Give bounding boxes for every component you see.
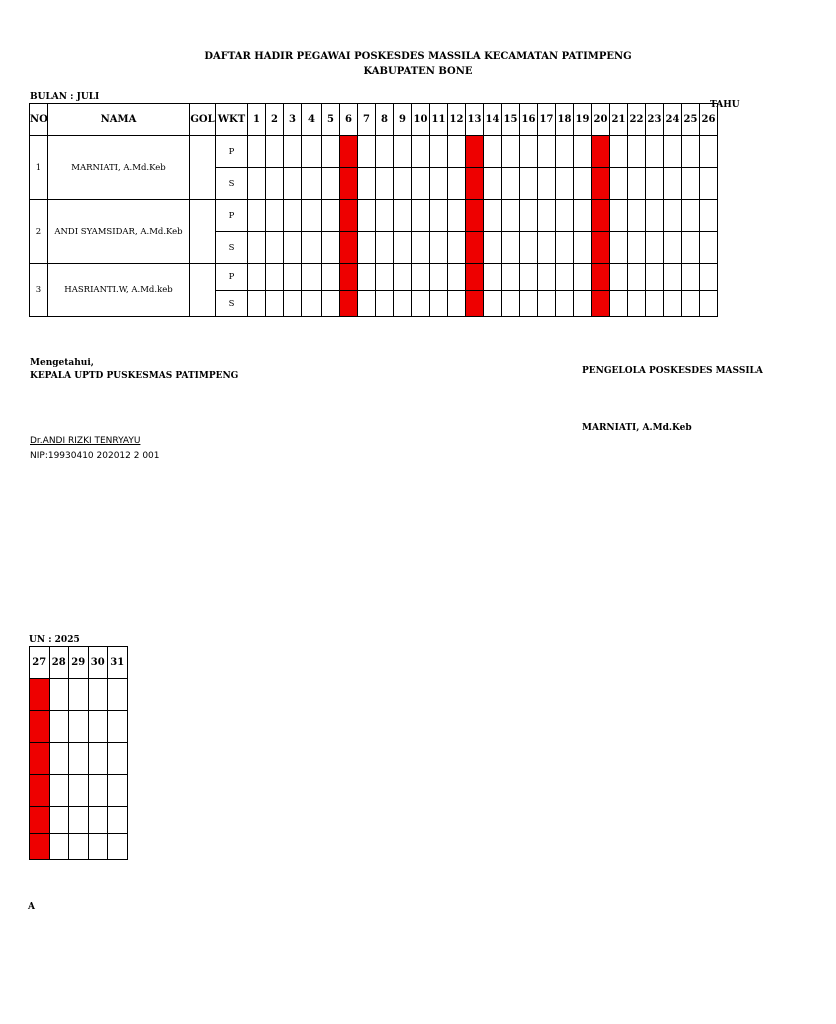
attendance-cell (302, 264, 322, 291)
holiday-cell (340, 136, 358, 168)
attendance-cell (88, 775, 108, 807)
col-header-day-14: 14 (484, 104, 502, 136)
holiday-cell (466, 168, 484, 200)
employee-name: ANDI SYAMSIDAR, A.Md.Keb (48, 200, 190, 264)
holiday-cell (592, 264, 610, 291)
acknowledged-label: Mengetahui, (30, 358, 94, 368)
attendance-cell (108, 775, 128, 807)
holiday-cell (592, 291, 610, 317)
holiday-cell (466, 291, 484, 317)
attendance-cell (520, 168, 538, 200)
attendance-cell (430, 200, 448, 232)
attendance-cell (322, 136, 340, 168)
col-header-day-15: 15 (502, 104, 520, 136)
attendance-cell (49, 775, 69, 807)
attendance-cell (284, 264, 302, 291)
col-header-day-24: 24 (664, 104, 682, 136)
attendance-cell (628, 168, 646, 200)
attendance-cell (394, 264, 412, 291)
col-header-wkt: WKT (216, 104, 248, 136)
attendance-cell (49, 743, 69, 775)
col-header-day-26: 26 (700, 104, 718, 136)
col-header-day-21: 21 (610, 104, 628, 136)
attendance-cell (322, 291, 340, 317)
attendance-cell (358, 291, 376, 317)
col-header-day-11: 11 (430, 104, 448, 136)
attendance-cell (394, 168, 412, 200)
year-label-fragment: TAHU (710, 100, 740, 110)
attendance-cell (448, 136, 466, 168)
attendance-cell (700, 264, 718, 291)
attendance-cell (556, 291, 574, 317)
attendance-cell (484, 232, 502, 264)
attendance-cell (646, 136, 664, 168)
col-header-day-4: 4 (302, 104, 322, 136)
attendance-cell (108, 711, 128, 743)
attendance-cell (88, 711, 108, 743)
attendance-cell (682, 291, 700, 317)
attendance-cell (108, 834, 128, 860)
col-header-day-23: 23 (646, 104, 664, 136)
attendance-cell (88, 679, 108, 711)
table-row (30, 775, 128, 807)
attendance-cell (284, 168, 302, 200)
attendance-cell (610, 264, 628, 291)
attendance-cell (302, 168, 322, 200)
holiday-cell (30, 807, 50, 834)
col-header-day-19: 19 (574, 104, 592, 136)
attendance-cell (610, 291, 628, 317)
attendance-cell (248, 200, 266, 232)
attendance-cell (49, 834, 69, 860)
attendance-cell (610, 200, 628, 232)
attendance-cell (284, 291, 302, 317)
attendance-cell (266, 264, 284, 291)
attendance-cell (700, 232, 718, 264)
attendance-cell (700, 168, 718, 200)
col-header-day-13: 13 (466, 104, 484, 136)
attendance-cell (322, 232, 340, 264)
attendance-cell (266, 136, 284, 168)
attendance-cell (520, 136, 538, 168)
table-row (30, 834, 128, 860)
attendance-cell (69, 834, 89, 860)
attendance-cell (682, 264, 700, 291)
attendance-cell (574, 264, 592, 291)
document-subtitle: KABUPATEN BONE (363, 66, 473, 77)
month-label: BULAN : JULI (30, 92, 100, 102)
attendance-cell (284, 200, 302, 232)
holiday-cell (466, 232, 484, 264)
employee-grade (190, 264, 216, 317)
attendance-cell (248, 136, 266, 168)
attendance-cell (394, 291, 412, 317)
attendance-cell (664, 136, 682, 168)
col-header-day-20: 20 (592, 104, 610, 136)
attendance-cell (376, 200, 394, 232)
attendance-cell (248, 168, 266, 200)
attendance-cell (69, 743, 89, 775)
manager-title: PENGELOLA POSKESDES MASSILA (582, 366, 763, 376)
attendance-cell (358, 232, 376, 264)
col-header-day-17: 17 (538, 104, 556, 136)
manager-title-clip (582, 358, 763, 377)
attendance-cell (88, 834, 108, 860)
attendance-cell (412, 264, 430, 291)
shift-label: P (216, 136, 248, 168)
attendance-cell (448, 291, 466, 317)
head-title: KEPALA UPTD PUSKESMAS PATIMPENG (30, 371, 239, 381)
attendance-cell (322, 200, 340, 232)
holiday-cell (340, 291, 358, 317)
attendance-cell (358, 200, 376, 232)
holiday-cell (340, 264, 358, 291)
attendance-cell (682, 168, 700, 200)
attendance-cell (664, 264, 682, 291)
attendance-cell (646, 200, 664, 232)
attendance-cell (49, 679, 69, 711)
attendance-cell (394, 232, 412, 264)
holiday-cell (30, 775, 50, 807)
attendance-cell (682, 200, 700, 232)
employee-grade (190, 200, 216, 264)
attendance-cell (610, 168, 628, 200)
attendance-cell (88, 807, 108, 834)
attendance-cell (628, 232, 646, 264)
manager-name: MARNIATI, A.Md.Keb (582, 423, 692, 433)
col-header-day-31: 31 (108, 647, 128, 679)
attendance-cell (302, 136, 322, 168)
holiday-cell (466, 200, 484, 232)
row-number: 1 (30, 136, 48, 200)
attendance-cell (574, 232, 592, 264)
attendance-cell (376, 168, 394, 200)
shift-label: P (216, 200, 248, 232)
attendance-cell (284, 232, 302, 264)
attendance-cell (376, 264, 394, 291)
attendance-cell (502, 136, 520, 168)
attendance-cell (646, 291, 664, 317)
attendance-cell (664, 168, 682, 200)
attendance-cell (394, 136, 412, 168)
col-header-day-3: 3 (284, 104, 302, 136)
attendance-cell (502, 168, 520, 200)
attendance-cell (520, 200, 538, 232)
shift-label: S (216, 291, 248, 317)
attendance-cell (322, 168, 340, 200)
col-header-day-29: 29 (69, 647, 89, 679)
attendance-cell (412, 136, 430, 168)
attendance-cell (430, 232, 448, 264)
attendance-cell (430, 136, 448, 168)
attendance-cell (484, 291, 502, 317)
attendance-cell (646, 232, 664, 264)
attendance-cell (502, 291, 520, 317)
attendance-table-continued-viewport (29, 646, 129, 866)
attendance-cell (520, 291, 538, 317)
year-label-continued: UN : 2025 (29, 635, 80, 645)
attendance-table (29, 103, 718, 317)
head-name: Dr.ANDI RIZKI TENRYAYU (30, 436, 141, 446)
attendance-cell (664, 291, 682, 317)
attendance-cell (556, 168, 574, 200)
head-nip: NIP:19930410 202012 2 001 (30, 451, 160, 461)
col-header-no: NO (30, 104, 48, 136)
shift-label: S (216, 168, 248, 200)
attendance-cell (358, 136, 376, 168)
col-header-day-16: 16 (520, 104, 538, 136)
table-row (30, 679, 128, 711)
col-header-day-30: 30 (88, 647, 108, 679)
shift-label: S (216, 232, 248, 264)
table-row (30, 200, 718, 232)
row-number: 2 (30, 200, 48, 264)
attendance-cell (448, 168, 466, 200)
attendance-cell (502, 200, 520, 232)
attendance-cell (628, 200, 646, 232)
attendance-cell (376, 136, 394, 168)
col-header-day-2: 2 (266, 104, 284, 136)
attendance-cell (448, 200, 466, 232)
col-header-day-12: 12 (448, 104, 466, 136)
attendance-cell (266, 200, 284, 232)
attendance-cell (376, 232, 394, 264)
table-row (30, 264, 718, 291)
attendance-cell (556, 136, 574, 168)
attendance-cell (358, 168, 376, 200)
attendance-cell (574, 136, 592, 168)
attendance-cell (700, 200, 718, 232)
attendance-cell (412, 291, 430, 317)
attendance-cell (69, 775, 89, 807)
holiday-cell (30, 679, 50, 711)
attendance-cell (284, 136, 302, 168)
holiday-cell (592, 168, 610, 200)
attendance-cell (682, 232, 700, 264)
table-row (30, 807, 128, 834)
col-header-day-27: 27 (30, 647, 50, 679)
attendance-cell (628, 291, 646, 317)
attendance-cell (646, 264, 664, 291)
attendance-cell (484, 200, 502, 232)
holiday-cell (466, 264, 484, 291)
attendance-cell (520, 264, 538, 291)
holiday-cell (592, 200, 610, 232)
holiday-cell (340, 232, 358, 264)
attendance-cell (502, 232, 520, 264)
attendance-cell (430, 264, 448, 291)
attendance-cell (538, 168, 556, 200)
col-header-day-25: 25 (682, 104, 700, 136)
shift-label: P (216, 264, 248, 291)
holiday-cell (592, 232, 610, 264)
holiday-cell (30, 711, 50, 743)
attendance-cell (108, 807, 128, 834)
attendance-cell (610, 136, 628, 168)
attendance-cell (358, 264, 376, 291)
attendance-cell (108, 743, 128, 775)
col-header-day-28: 28 (49, 647, 69, 679)
table-row (30, 136, 718, 168)
attendance-cell (49, 807, 69, 834)
attendance-cell (628, 264, 646, 291)
attendance-cell (484, 264, 502, 291)
attendance-cell (302, 232, 322, 264)
attendance-cell (646, 168, 664, 200)
attendance-cell (484, 168, 502, 200)
attendance-cell (664, 232, 682, 264)
attendance-cell (574, 200, 592, 232)
holiday-cell (466, 136, 484, 168)
holiday-cell (340, 200, 358, 232)
attendance-cell (520, 232, 538, 264)
attendance-cell (412, 168, 430, 200)
attendance-cell (412, 200, 430, 232)
attendance-cell (628, 136, 646, 168)
attendance-cell (266, 291, 284, 317)
employee-name: HASRIANTI.W, A.Md.keb (48, 264, 190, 317)
col-header-day-8: 8 (376, 104, 394, 136)
attendance-cell (556, 232, 574, 264)
attendance-cell (448, 264, 466, 291)
attendance-cell (574, 291, 592, 317)
attendance-cell (49, 711, 69, 743)
attendance-cell (69, 807, 89, 834)
attendance-cell (266, 232, 284, 264)
attendance-cell (302, 200, 322, 232)
employee-name: MARNIATI, A.Md.Keb (48, 136, 190, 200)
attendance-cell (322, 264, 340, 291)
col-header-nama: NAMA (48, 104, 190, 136)
document-title: DAFTAR HADIR PEGAWAI POSKESDES MASSILA KECAMATAN PATIMPENG (204, 51, 632, 62)
col-header-day-18: 18 (556, 104, 574, 136)
attendance-cell (538, 264, 556, 291)
attendance-cell (664, 200, 682, 232)
attendance-cell (266, 168, 284, 200)
attendance-table-viewport (29, 103, 768, 321)
attendance-cell (248, 291, 266, 317)
col-header-day-6: 6 (340, 104, 358, 136)
attendance-cell (248, 232, 266, 264)
col-header-day-5: 5 (322, 104, 340, 136)
attendance-cell (88, 743, 108, 775)
attendance-cell (538, 136, 556, 168)
attendance-cell (430, 291, 448, 317)
attendance-cell (108, 679, 128, 711)
attendance-table-continued (29, 646, 128, 860)
attendance-cell (448, 232, 466, 264)
attendance-cell (484, 136, 502, 168)
col-header-day-7: 7 (358, 104, 376, 136)
attendance-cell (376, 291, 394, 317)
col-header-day-1: 1 (248, 104, 266, 136)
attendance-cell (69, 711, 89, 743)
holiday-cell (592, 136, 610, 168)
attendance-cell (682, 136, 700, 168)
holiday-cell (340, 168, 358, 200)
attendance-cell (430, 168, 448, 200)
holiday-cell (30, 743, 50, 775)
attendance-cell (556, 200, 574, 232)
table-row (30, 743, 128, 775)
attendance-cell (412, 232, 430, 264)
col-header-day-9: 9 (394, 104, 412, 136)
attendance-cell (700, 291, 718, 317)
col-header-day-22: 22 (628, 104, 646, 136)
employee-grade (190, 136, 216, 200)
attendance-cell (556, 264, 574, 291)
footer-letter: A (28, 902, 35, 912)
holiday-cell (30, 834, 50, 860)
col-header-gol: GOL (190, 104, 216, 136)
attendance-cell (502, 264, 520, 291)
attendance-cell (302, 291, 322, 317)
attendance-cell (538, 232, 556, 264)
attendance-cell (574, 168, 592, 200)
attendance-cell (69, 679, 89, 711)
table-row (30, 711, 128, 743)
attendance-cell (610, 232, 628, 264)
attendance-cell (538, 291, 556, 317)
col-header-day-10: 10 (412, 104, 430, 136)
row-number: 3 (30, 264, 48, 317)
attendance-cell (248, 264, 266, 291)
attendance-cell (700, 136, 718, 168)
attendance-cell (538, 200, 556, 232)
attendance-cell (394, 200, 412, 232)
